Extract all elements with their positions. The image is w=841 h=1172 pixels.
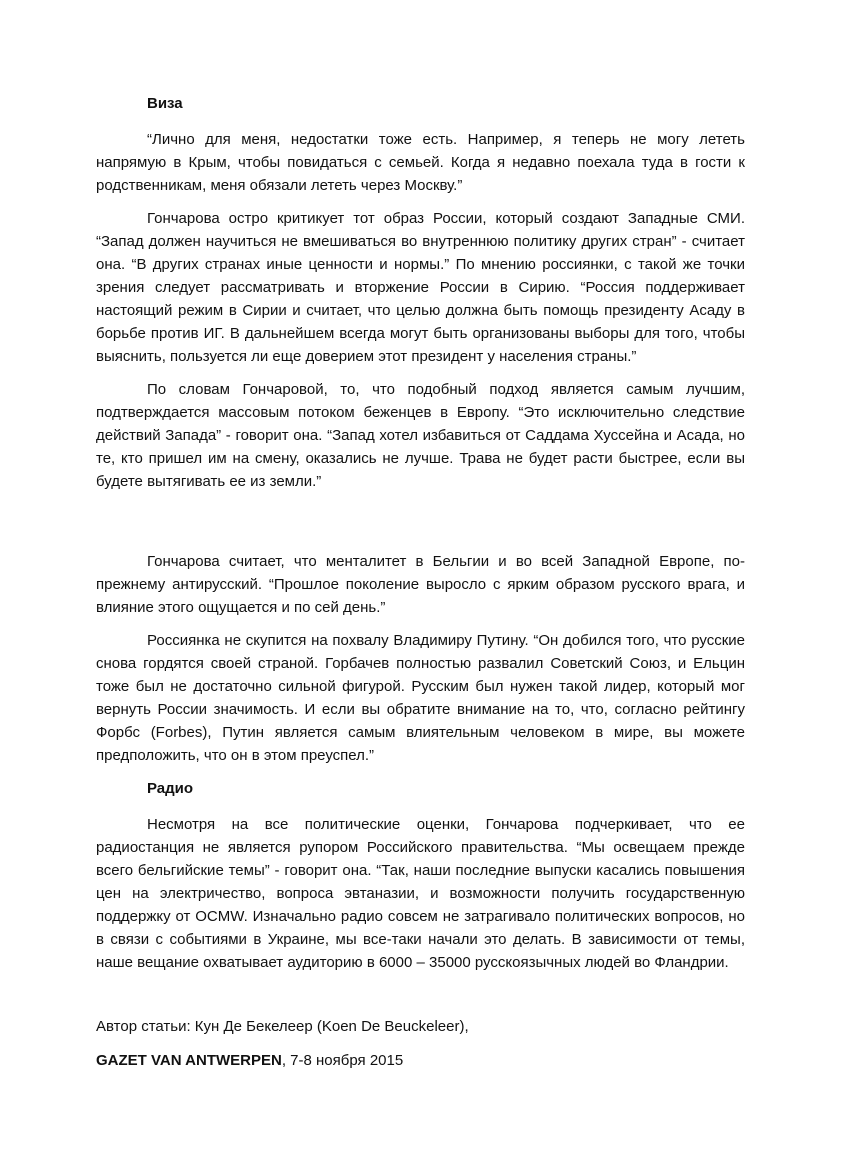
article-body: [96, 92, 745, 1072]
paragraph-radio-station: Несмотря на все политические оценки, Гончарова подчеркивает, что ее радиостанция не является рупором Российского правительства. “Мы освещаем прежде всего бельгийские темы” - говорит она. “Так, наши последние выпуски касались повышения цен на электричество, вопроса эвтаназии, и возможности получить государственную поддержку от OCMW. Изначально радио совсем не затрагивало политических вопросов, но в связи с событиями в Украине, мы все-таки начали это делать. В зависимости от темы, наше вещание охватывает аудиторию в 6000 – 35000 русскоязычных людей во Фландрии.: [96, 816, 745, 971]
source-date: , 7-8 ноября 2015: [281, 1052, 404, 1069]
article-footer: [96, 1015, 745, 1072]
paragraph-refugees: По словам Гончаровой, то, что подобный подход является самым лучшим, подтверждается массовым потоком беженцев в Европу. “Это исключительно следствие действий Запада” - говорит она. “Запад хотел избавиться от Саддама Хуссейна и Асада, но те, кто пришел им на смену, оказались не лучше. Трава не будет расти быстрее, если вы будете вытягивать ее из земли.”: [96, 381, 745, 490]
source-line: [96, 1049, 745, 1072]
section-heading-visa: Виза: [147, 95, 183, 112]
source-name: GAZET VAN ANTWERPEN: [96, 1052, 282, 1069]
paragraph-mentality: Гончарова считает, что менталитет в Бельгии и во всей Западной Европе, по-прежнему антирусский. “Прошлое поколение выросло с ярким образом русского врага, и влияние этого ощущается и по сей день.”: [96, 553, 745, 616]
paragraph-putin-praise: Россиянка не скупится на похвалу Владимиру Путину. “Он добился того, что русские снова гордятся своей страной. Горбачев полностью развалил Советский Союз, и Ельцин тоже был не достаточно сильной фигурой. Русским был нужен такой лидер, который мог вернуть России значимость. И если вы обратите внимание на то, что, согласно рейтингу Форбс (Forbes), Путин является самым влиятельным человеком в мире, вы можете предположить, что он в этом преуспел.”: [96, 632, 745, 764]
section-heading-radio: Радио: [147, 780, 194, 797]
paragraph-visa-quote: “Лично для меня, недостатки тоже есть. Например, я теперь не могу лететь напрямую в Крым, чтобы повидаться с семьей. Когда я недавно поехала туда в гости к родственникам, меня обязали лететь через Москву.”: [96, 131, 745, 194]
paragraph-western-media: Гончарова остро критикует тот образ России, который создают Западные СМИ. “Запад должен научиться не вмешиваться во внутреннюю политику других стран” - считает она. “В других странах иные ценности и нормы.” По мнению россиянки, с такой же точки зрения следует рассматривать и вторжение России в Сирию. “Россия поддерживает настоящий режим в Сирии и считает, что целью должна быть помощь президенту Асаду в борьбе против ИГ. В дальнейшем всегда могут быть организованы выборы для того, чтобы выяснить, пользуется ли еще доверием этот президент у населения страны.”: [96, 210, 745, 365]
author-line: Автор статьи: Кун Де Бекелеер (Koen De Beuckeleer),: [96, 1018, 469, 1035]
blank-space: [96, 503, 745, 550]
